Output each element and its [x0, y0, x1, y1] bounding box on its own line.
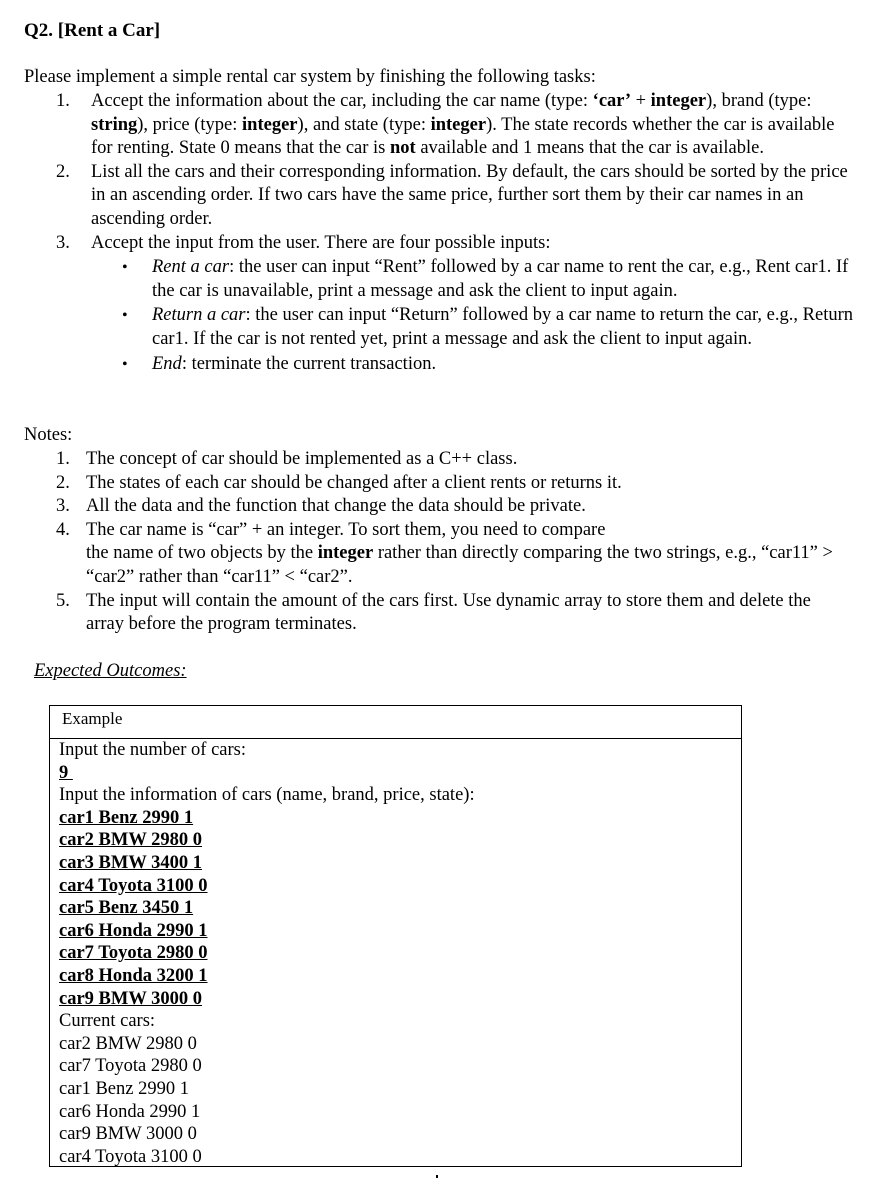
task-item-1: 1. Accept the information about the car, including the car name (type: ‘car’ + integer), brand (type: string), price (type: integer), and state (type: integer). The state records whether the car is available for renting. State 0 means that the car is not available and 1 means that the car is available. — [56, 91, 835, 159]
task-item-3 — [56, 232, 856, 377]
task-number: 2. — [56, 161, 70, 182]
task-item-2 — [56, 161, 856, 232]
input-options-list — [91, 256, 856, 376]
task-list — [56, 90, 856, 376]
bullet-icon: • — [122, 307, 128, 325]
current-car-line: car4 Toyota 3100 0 — [59, 1146, 202, 1167]
bullet-icon: • — [122, 355, 128, 373]
example-header: Example — [50, 706, 741, 739]
notes-heading: Notes: — [24, 425, 73, 445]
car-input-line: car5 Benz 3450 1 — [59, 898, 194, 919]
current-car-line: car2 BMW 2980 0 — [59, 1033, 197, 1054]
car-input-line: car9 BMW 3000 0 — [59, 988, 203, 1009]
notes-list — [56, 448, 846, 637]
current-cars-label: Current cars: — [59, 1011, 156, 1032]
current-car-line: car6 Honda 2990 1 — [59, 1101, 201, 1122]
note-item-5: 5. The input will contain the amount of the cars first. Use dynamic array to store them and delete the array before the program terminates. — [56, 590, 811, 635]
note-item-1: 1. The concept of car should be implemented as a C++ class. — [56, 449, 518, 469]
example-body — [50, 739, 741, 1167]
note-item-2: 2. The states of each car should be changed after a client rents or returns it. — [56, 472, 622, 493]
current-car-line: car1 Benz 2990 1 — [59, 1078, 189, 1099]
prompt-info: Input the information of cars (name, brand, price, state): — [59, 785, 475, 806]
question-title: Q2. [Rent a Car] — [24, 20, 161, 41]
option-rent: • Rent a car: the user can input “Rent” followed by a car name to rent the car, e.g., Rent car1. If the car is unavailable, print a message and ask the client to input again. — [122, 257, 849, 301]
intro-text: Please implement a simple rental car system by finishing the following tasks: — [24, 67, 596, 87]
task-number: 3. — [56, 232, 70, 253]
car-input-line: car7 Toyota 2980 0 — [59, 943, 208, 964]
option-return: • Return a car: the user can input “Return” followed by a car name to return the car, e.g., Return car1. If the car is not rented yet, print a message and ask the client to input again. — [122, 305, 853, 349]
option-end: • End: terminate the current transaction. — [91, 353, 856, 377]
example-box — [49, 705, 742, 1167]
task-text: Accept the input from the user. There are four possible inputs: — [91, 232, 551, 253]
note-item-3: 3. All the data and the function that change the data should be private. — [56, 496, 586, 517]
car-input-line: car4 Toyota 3100 0 — [59, 875, 208, 896]
car-input-line: car8 Honda 3200 1 — [59, 965, 208, 986]
bullet-icon: • — [122, 259, 128, 277]
current-car-line: car9 BMW 3000 0 — [59, 1124, 197, 1145]
task-number: 1. — [56, 91, 70, 111]
car-input-line: car6 Honda 2990 1 — [59, 920, 208, 941]
prompt-count: Input the number of cars: — [59, 740, 246, 760]
current-car-line: car7 Toyota 2980 0 — [59, 1056, 202, 1077]
car-input-line: car3 BMW 3400 1 — [59, 852, 203, 873]
note-item-4: 4. The car name is “car” + an integer. To sort them, you need to compare the name of two objects by the integer rather than directly comparing the two strings, e.g., “car11” > “car2” rather than “car11” < “car2”. — [56, 519, 833, 587]
count-input: 9 — [59, 762, 73, 783]
car-input-line: car2 BMW 2980 0 — [59, 830, 203, 851]
car-input-line: car1 Benz 2990 1 — [59, 807, 194, 828]
task-text: List all the cars and their corresponding information. By default, the cars should be sorted by the price in an ascending order. If two cars have the same price, further sort them by their car names in an ascending order. — [91, 161, 848, 229]
page-mark — [436, 1175, 438, 1178]
expected-outcomes-heading: Expected Outcomes: — [34, 661, 187, 681]
